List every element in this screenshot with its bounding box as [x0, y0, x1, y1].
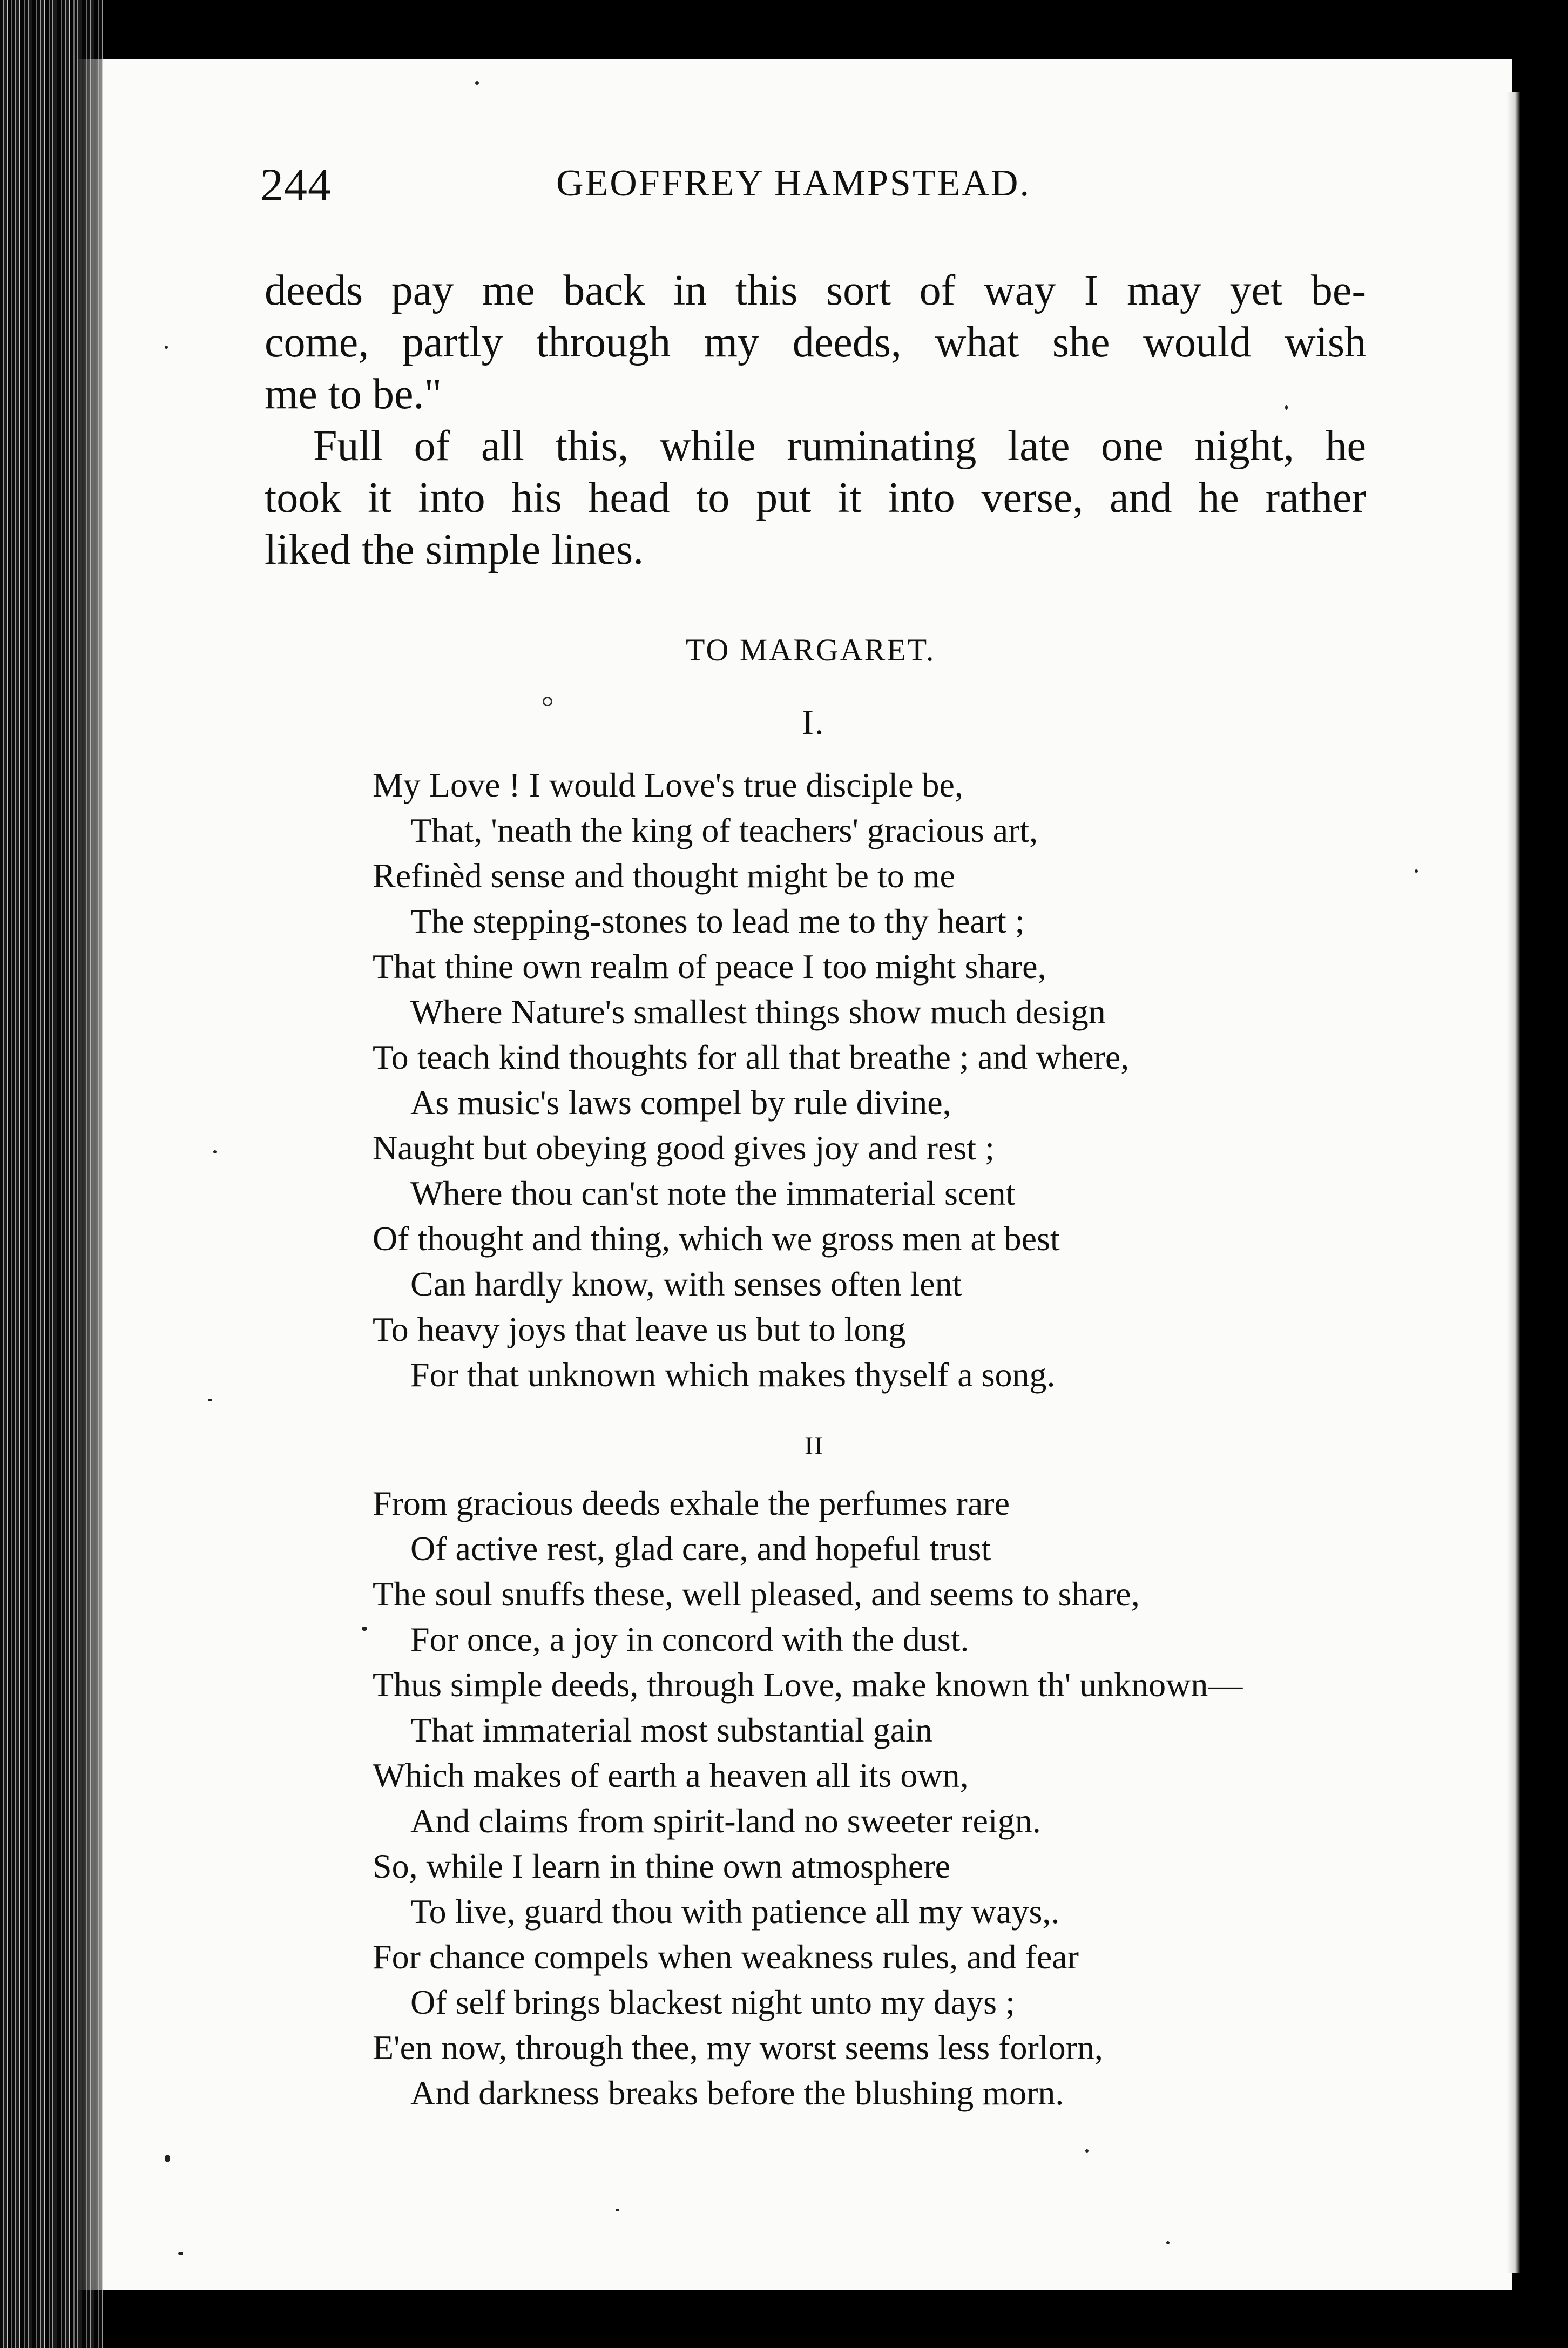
page-number: 244 — [260, 159, 332, 211]
verse-line: To teach kind thoughts for all that breathe ; and where, — [373, 1038, 1130, 1076]
verse-line: The soul snuffs these, well pleased, and seems to share, — [373, 1575, 1140, 1613]
verse-line: So, while I learn in thine own atmosphere — [373, 1847, 950, 1885]
scan-speck — [543, 697, 552, 706]
verse-line: For that unknown which makes thyself a song. — [410, 1355, 1056, 1394]
scan-speck — [1415, 869, 1418, 873]
verse-line: That, 'neath the king of teachers' gracious art, — [410, 811, 1038, 849]
prose-line: come, partly through my deeds, what she would wish — [265, 319, 1366, 366]
prose-line: liked the simple lines. — [265, 526, 644, 573]
verse-line: Of active rest, glad care, and hopeful trust — [410, 1529, 991, 1568]
verse-line: And claims from spirit-land no sweeter reign. — [410, 1802, 1041, 1840]
verse-line: That thine own realm of peace I too might share, — [373, 947, 1046, 986]
verse-line: The stepping-stones to lead me to thy heart ; — [410, 902, 1025, 940]
poem-title: TO MARGARET. — [686, 632, 936, 667]
verse-line: Where thou can'st note the immaterial scent — [410, 1174, 1016, 1212]
scan-speck — [1166, 2241, 1170, 2244]
section-number: II — [805, 1432, 824, 1460]
verse-line: Can hardly know, with senses often lent — [410, 1265, 962, 1303]
scan-speck — [165, 2155, 170, 2162]
verse-line: Naught but obeying good gives joy and rest ; — [373, 1129, 995, 1167]
verse-line: As music's laws compel by rule divine, — [410, 1083, 951, 1122]
verse-line: Of thought and thing, which we gross men at best — [373, 1219, 1060, 1258]
verse-line: For chance compels when weakness rules, and fear — [373, 1938, 1079, 1976]
prose-line: took it into his head to put it into verse, and he rather — [265, 474, 1366, 522]
running-head: GEOFFREY HAMPSTEAD. — [556, 163, 1031, 204]
verse-line: E'en now, through thee, my worst seems less forlorn, — [373, 2028, 1103, 2067]
verse-line: Of self brings blackest night unto my days ; — [410, 1983, 1015, 2021]
verse-line: Which makes of earth a heaven all its own, — [373, 1756, 969, 1794]
verse-line: To live, guard thou with patience all my ways,. — [410, 1892, 1060, 1931]
page-edge-strip — [1506, 92, 1520, 2273]
verse-line: For once, a joy in concord with the dust. — [410, 1620, 969, 1658]
prose-line: Full of all this, while ruminating late one night, he — [313, 422, 1366, 470]
verse-line: My Love ! I would Love's true disciple be, — [373, 766, 963, 804]
scan-speck — [616, 2209, 619, 2211]
scan-speck — [208, 1399, 212, 1401]
scan-speck — [1285, 405, 1288, 410]
verse-line: Thus simple deeds, through Love, make known th' unknown— — [373, 1665, 1243, 1704]
scan-speck — [213, 1150, 217, 1153]
verse-line: That immaterial most substantial gain — [410, 1711, 932, 1749]
scan-speck — [475, 81, 479, 85]
verse-line: From gracious deeds exhale the perfumes rare — [373, 1484, 1010, 1522]
prose-line: deeds pay me back in this sort of way I may yet be- — [265, 267, 1366, 314]
scan-speck — [178, 2252, 183, 2255]
verse-line: Where Nature's smallest things show much design — [410, 993, 1106, 1031]
scan-speck — [362, 1627, 367, 1631]
prose-line: me to be." — [265, 370, 442, 418]
gutter-shadow — [76, 59, 124, 2290]
verse-line: Refinèd sense and thought might be to me — [373, 856, 955, 895]
section-number: I. — [802, 703, 825, 742]
verse-line: To heavy joys that leave us but to long — [373, 1310, 906, 1348]
verse-line: And darkness breaks before the blushing morn. — [410, 2074, 1064, 2112]
scan-speck — [165, 346, 168, 349]
scan-speck — [1085, 2149, 1089, 2153]
